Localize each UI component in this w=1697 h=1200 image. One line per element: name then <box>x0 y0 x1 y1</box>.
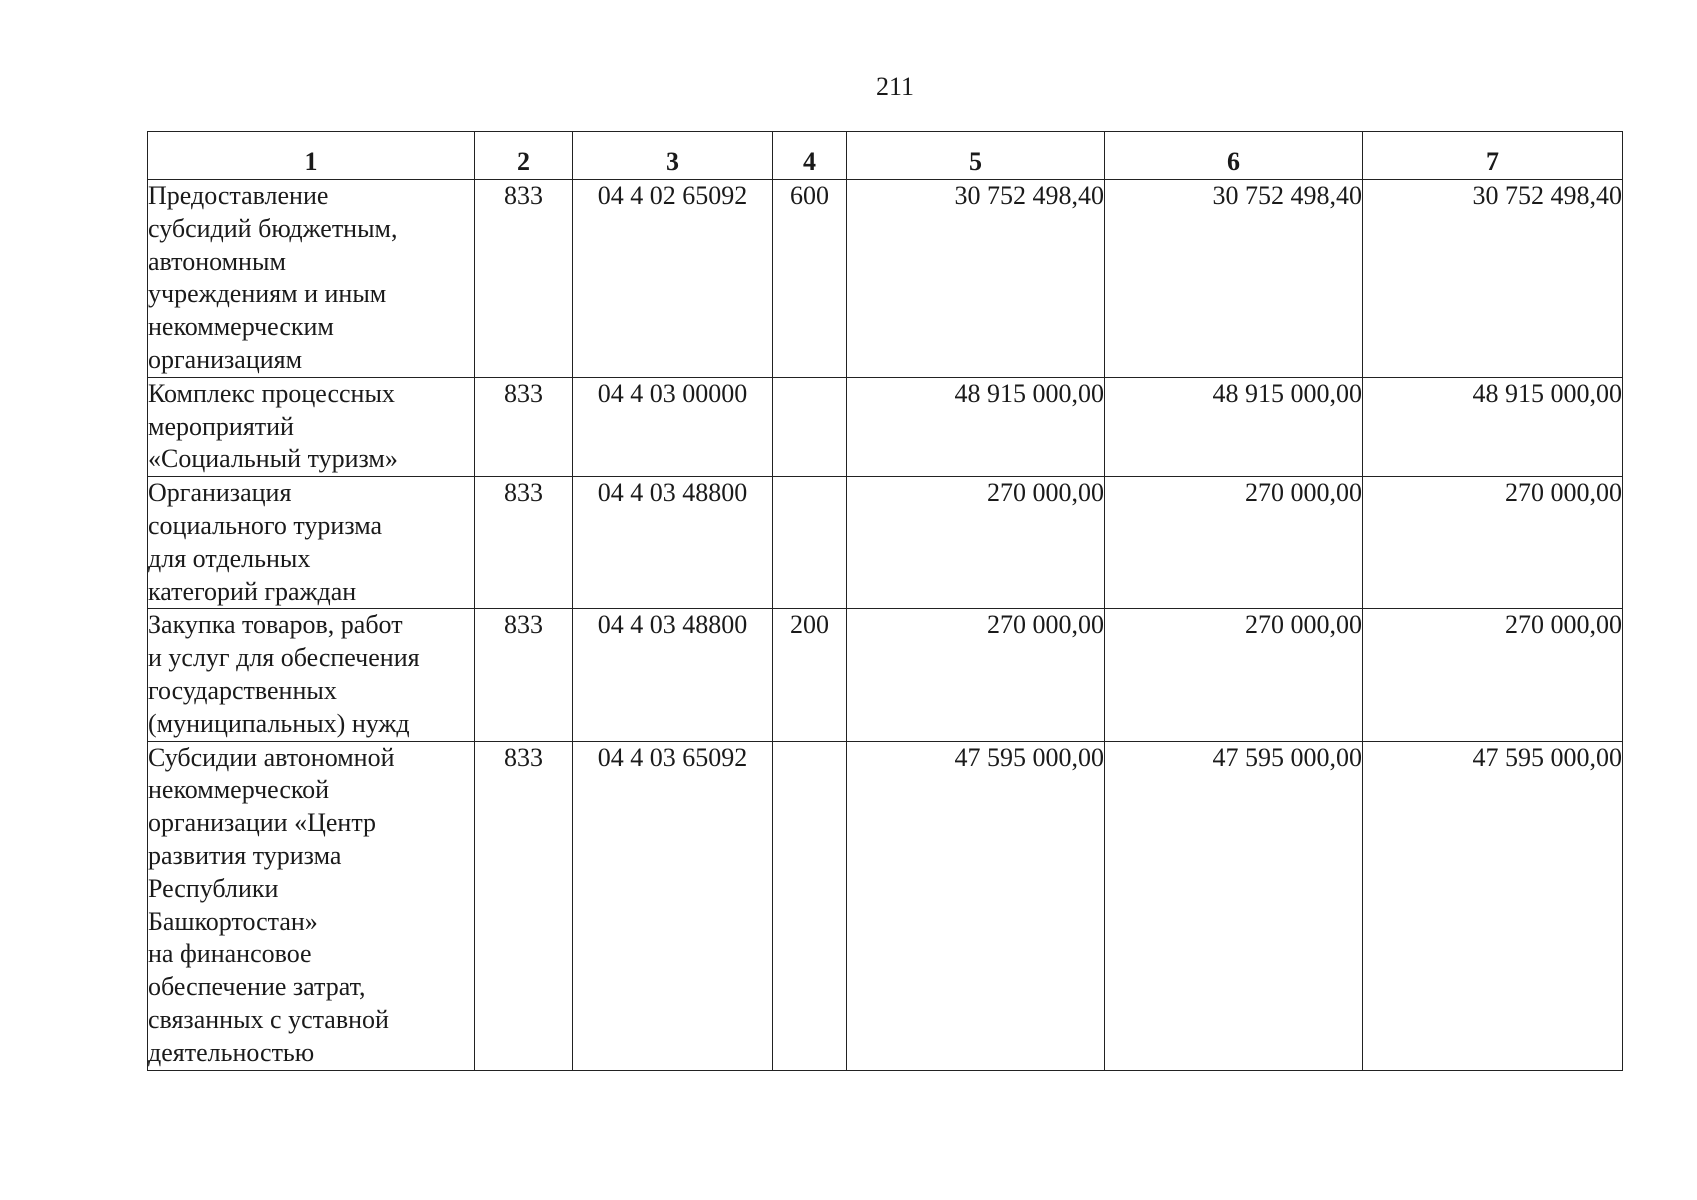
column-header-5: 5 <box>847 132 1105 180</box>
row-name-line: учреждениям и иным <box>148 279 387 309</box>
header-row <box>148 132 1623 180</box>
row-name-line: Организация <box>148 478 292 508</box>
table-row <box>148 180 1623 378</box>
row-name-line: обеспечение затрат, <box>148 972 366 1002</box>
column-header-2: 2 <box>475 132 573 180</box>
row-name-line: для отдельных <box>148 543 311 573</box>
target-article-cell: 04 4 03 00000 <box>573 377 773 476</box>
expense-type-cell: 200 <box>773 609 847 741</box>
amount-cell-6: 47 595 000,00 <box>1105 741 1363 1070</box>
target-article-cell: 04 4 03 65092 <box>573 741 773 1070</box>
chapter-code-cell: 833 <box>475 180 573 378</box>
expense-type-cell <box>773 741 847 1070</box>
row-name-line: Субсидии автономной <box>148 742 395 772</box>
table-row <box>148 741 1623 1070</box>
expense-type-cell <box>773 477 847 609</box>
amount-cell-6: 30 752 498,40 <box>1105 180 1363 378</box>
column-header-1: 1 <box>148 132 475 180</box>
column-header-7: 7 <box>1363 132 1623 180</box>
row-name-cell <box>148 477 475 609</box>
row-name-line: некоммерческим <box>148 312 334 342</box>
expense-type-cell <box>773 377 847 476</box>
row-name-line: Башкортостан» <box>148 906 318 936</box>
chapter-code-cell: 833 <box>475 741 573 1070</box>
row-name-cell <box>148 180 475 378</box>
row-name-line: «Социальный туризм» <box>148 444 398 474</box>
amount-cell-5: 270 000,00 <box>847 477 1105 609</box>
amount-cell-7: 270 000,00 <box>1363 609 1623 741</box>
column-header-3: 3 <box>573 132 773 180</box>
row-name-line: субсидий бюджетным, <box>148 213 398 243</box>
row-name-cell <box>148 609 475 741</box>
row-name-line: Закупка товаров, работ <box>148 610 403 640</box>
amount-cell-5: 47 595 000,00 <box>847 741 1105 1070</box>
amount-cell-7: 48 915 000,00 <box>1363 377 1623 476</box>
table-body <box>148 180 1623 1071</box>
row-name-line: организации «Центр <box>148 808 376 838</box>
row-name-line: некоммерческой <box>148 775 330 805</box>
row-name-line: Предоставление <box>148 181 329 210</box>
row-name-line: развития туризма <box>148 840 342 870</box>
target-article-cell: 04 4 03 48800 <box>573 609 773 741</box>
table-row <box>148 609 1623 741</box>
target-article-cell: 04 4 02 65092 <box>573 180 773 378</box>
row-name-cell <box>148 377 475 476</box>
amount-cell-7: 47 595 000,00 <box>1363 741 1623 1070</box>
amount-cell-5: 48 915 000,00 <box>847 377 1105 476</box>
amount-cell-5: 270 000,00 <box>847 609 1105 741</box>
chapter-code-cell: 833 <box>475 377 573 476</box>
page-number: 211 <box>875 72 915 101</box>
chapter-code-cell: 833 <box>475 609 573 741</box>
row-name-line: Комплекс процессных <box>148 378 395 408</box>
row-name-line: государственных <box>148 675 337 705</box>
amount-cell-7: 30 752 498,40 <box>1363 180 1623 378</box>
column-header-6: 6 <box>1105 132 1363 180</box>
row-name-cell <box>148 741 475 1070</box>
amount-cell-6: 270 000,00 <box>1105 609 1363 741</box>
amount-cell-6: 48 915 000,00 <box>1105 377 1363 476</box>
row-name-line: организациям <box>148 344 303 374</box>
row-name-line: на финансовое <box>148 939 312 969</box>
row-name-line: мероприятий <box>148 411 294 441</box>
row-name-line: социального туризма <box>148 510 383 540</box>
amount-cell-6: 270 000,00 <box>1105 477 1363 609</box>
table-row <box>148 377 1623 476</box>
table-row <box>148 477 1623 609</box>
row-name-line: деятельностью <box>148 1037 315 1067</box>
target-article-cell: 04 4 03 48800 <box>573 477 773 609</box>
chapter-code-cell: 833 <box>475 477 573 609</box>
expense-type-cell: 600 <box>773 180 847 378</box>
row-name-line: и услуг для обеспечения <box>148 643 420 673</box>
column-header-4: 4 <box>773 132 847 180</box>
amount-cell-7: 270 000,00 <box>1363 477 1623 609</box>
row-name-line: автономным <box>148 246 286 276</box>
row-name-line: категорий граждан <box>148 576 357 606</box>
row-name-line: связанных с уставной <box>148 1004 389 1034</box>
budget-table <box>147 131 1623 1071</box>
row-name-line: (муниципальных) нужд <box>148 708 410 738</box>
amount-cell-5: 30 752 498,40 <box>847 180 1105 378</box>
row-name-line: Республики <box>148 873 279 903</box>
